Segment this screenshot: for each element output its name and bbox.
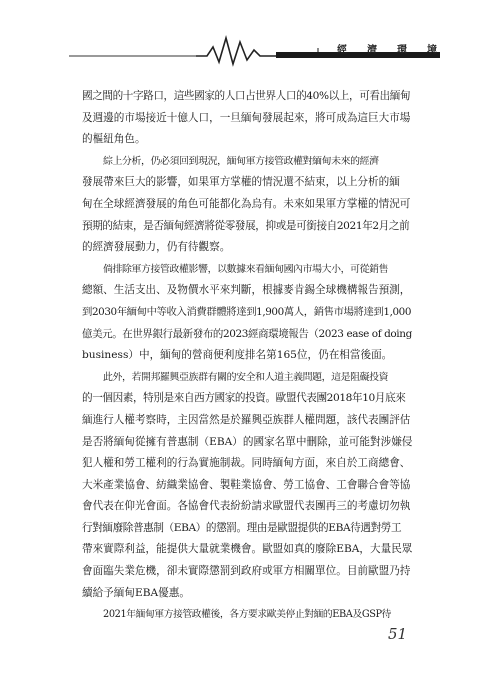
page-header <box>0 0 480 70</box>
header-heartbeat-line <box>0 0 480 70</box>
paragraph <box>82 367 412 605</box>
text-line: 的一個因素，特別是來自西方國家的投資。歐盟代表團2018年10月底來 <box>82 392 406 405</box>
text-line: 億美元。在世界銀行最新發布的2023經商環境報告（2023 ease of doing <box>82 327 412 340</box>
text-line: 犯人權和勞工權利的行為實施制裁。同時緬甸方面，來自於工商總會、 <box>82 457 411 470</box>
section-title <box>337 41 437 56</box>
text-line: 會面臨失業危機，卻未實際懲罰到政府或軍方相關單位。目前歐盟乃持 <box>82 565 411 578</box>
text-line: 此外，若開邦羅興亞族群有關的安全和人道主義問題，這是阻礙投資 <box>103 371 389 383</box>
text-line: 總額、生活支出、及物價水平來判斷，根據麥肯錫全球機構報告預測， <box>82 284 411 297</box>
text-line: 緬進行人權考察時，主因當然是於羅興亞族群人權問題，該代表團評估 <box>82 413 411 426</box>
text-line: 會代表在仰光會面。各協會代表紛紛請求歐盟代表團再三的考慮切勿執 <box>82 500 411 513</box>
text-line: 帶來實際利益，能提供大量就業機會。歐盟如真的廢除EBA，大量民眾 <box>82 543 413 556</box>
article-body <box>82 86 412 626</box>
paragraph <box>82 151 412 259</box>
text-line: 大米產業協會、紡織業協會、製鞋業協會、勞工協會、工會聯合會等協 <box>82 478 411 491</box>
section-title-char: 境 <box>427 45 437 56</box>
text-line: 是否將緬甸從擁有普惠制（EBA）的國家名單中刪除，並可能對涉嫌侵 <box>82 435 413 448</box>
text-line: 行對緬廢除普惠制（EBA）的懲罰。理由是歐盟提供的EBA待遇對勞工 <box>82 521 402 534</box>
text-line: 的樞紐角色。 <box>82 133 146 146</box>
text-line: 綜上分析，仍必須回到現況，緬甸軍方接管政權對緬甸未來的經濟 <box>103 155 379 167</box>
text-line: 國之間的十字路口，這些國家的人口占世界人口的40%以上，可看出緬甸 <box>82 90 411 102</box>
paragraph <box>82 259 412 367</box>
text-line: 倘排除軍方接管政權影響，以數據來看緬甸國內市場大小，可從銷售 <box>103 263 389 275</box>
text-line: business）中，緬甸的營商便利度排名第165位，仍在相當後面。 <box>82 349 393 362</box>
text-line: 2021年緬甸軍方接管政權後，各方要求歐美停止對緬的EBA及GSP待 <box>103 609 392 621</box>
section-title-char: 經 <box>337 45 347 56</box>
text-line: 發展帶來巨大的影響，如果軍方掌權的情況還不結束，以上分析的緬 <box>82 176 400 189</box>
text-line: 的經濟發展動力，仍有待觀察。 <box>82 241 231 254</box>
paragraph <box>82 86 412 151</box>
page-number: 51 <box>388 625 408 643</box>
text-line: 到2030年緬甸中等收入消費群體將達到1,900萬人，銷售市場將達到1,000 <box>82 305 412 318</box>
text-line: 續給予緬甸EBA優惠。 <box>82 586 190 599</box>
text-line: 及週邊的市場接近十億人口，一旦緬甸發展起來，將可成為這巨大市場 <box>82 111 411 124</box>
paragraph <box>82 604 412 626</box>
section-title-char: 環 <box>397 45 407 56</box>
section-title-char: 濟 <box>367 45 377 56</box>
text-line: 預期的結束，是否緬甸經濟將從零發展，抑或是可銜接自2021年2月之前 <box>82 219 410 232</box>
text-line: 甸在全球經濟發展的角色可能都化為烏有。未來如果軍方掌權的情況可 <box>82 197 411 210</box>
